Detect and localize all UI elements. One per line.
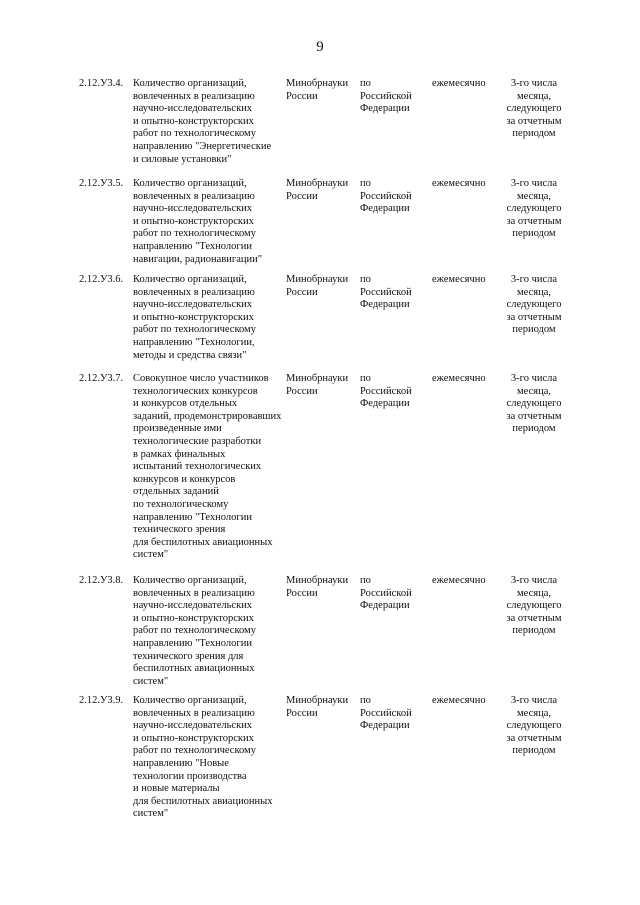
reporting-deadline: 3-го числа месяца, следующего за отчетным периодом [506, 373, 562, 435]
indicator-code: 2.12.У3.7. [79, 373, 124, 384]
reporting-frequency: ежемесячно [432, 373, 486, 384]
indicator-code: 2.12.У3.5. [79, 178, 124, 189]
reporting-frequency: ежемесячно [432, 78, 486, 89]
responsible-agency: Минобрнауки России [286, 78, 349, 102]
indicator-description: Количество организаций, вовлеченных в реализацию научно-исследовательских и опытно-конструкторских работ по технологическому направлению "Технологии, методы и средства связи" [133, 274, 256, 361]
territorial-scope: по Российской Федерации [360, 575, 412, 612]
indicator-description: Количество организаций, вовлеченных в реализацию научно-исследовательских и опытно-конструкторских работ по технологическому направлению "Энергетические и силовые установки" [133, 78, 272, 165]
responsible-agency: Минобрнауки России [286, 695, 349, 719]
indicator-description: Количество организаций, вовлеченных в реализацию научно-исследовательских и опытно-конструкторских работ по технологическому направлению "Технологии технического зрения для беспилотных авиационных систем" [133, 575, 256, 687]
reporting-frequency: ежемесячно [432, 274, 486, 285]
page-number: 9 [316, 39, 324, 55]
responsible-agency: Минобрнауки России [286, 373, 349, 397]
reporting-deadline: 3-го числа месяца, следующего за отчетным периодом [506, 78, 562, 140]
table-row [0, 178, 640, 274]
reporting-frequency: ежемесячно [432, 695, 486, 706]
territorial-scope: по Российской Федерации [360, 373, 412, 410]
reporting-frequency: ежемесячно [432, 178, 486, 189]
reporting-deadline: 3-го числа месяца, следующего за отчетным периодом [506, 575, 562, 637]
indicator-code: 2.12.У3.9. [79, 695, 124, 706]
table-row [0, 78, 640, 178]
responsible-agency: Минобрнауки России [286, 178, 349, 202]
table-row [0, 373, 640, 575]
reporting-deadline: 3-го числа месяца, следующего за отчетным периодом [506, 178, 562, 240]
reporting-frequency: ежемесячно [432, 575, 486, 586]
responsible-agency: Минобрнауки России [286, 575, 349, 599]
territorial-scope: по Российской Федерации [360, 274, 412, 311]
indicator-description: Количество организаций, вовлеченных в реализацию научно-исследовательских и опытно-конструкторских работ по технологическому направлению "Технологии навигации, радионавигации" [133, 178, 263, 265]
indicator-description: Совокупное число участников технологических конкурсов и конкурсов отдельных заданий, продемонстрировавших произведенные ими технологические разработки в рамках финальных испытаний технологических конкурсов и конкурсов отдельных заданий по технологическому направлению "Технологии технического зрения для беспилотных авиационных систем" [133, 373, 282, 561]
table-row [0, 274, 640, 373]
territorial-scope: по Российской Федерации [360, 78, 412, 115]
indicator-code: 2.12.У3.4. [79, 78, 124, 89]
indicator-description: Количество организаций, вовлеченных в реализацию научно-исследовательских и опытно-конструкторских работ по технологическому направлению "Новые технологии производства и новые материалы для беспилотных авиационных систем" [133, 695, 273, 820]
territorial-scope: по Российской Федерации [360, 178, 412, 215]
indicator-code: 2.12.У3.6. [79, 274, 124, 285]
reporting-deadline: 3-го числа месяца, следующего за отчетным периодом [506, 695, 562, 757]
table-row [0, 695, 640, 825]
indicator-table [0, 78, 640, 825]
indicator-code: 2.12.У3.8. [79, 575, 124, 586]
territorial-scope: по Российской Федерации [360, 695, 412, 732]
reporting-deadline: 3-го числа месяца, следующего за отчетным периодом [506, 274, 562, 336]
responsible-agency: Минобрнауки России [286, 274, 349, 298]
table-row [0, 575, 640, 695]
